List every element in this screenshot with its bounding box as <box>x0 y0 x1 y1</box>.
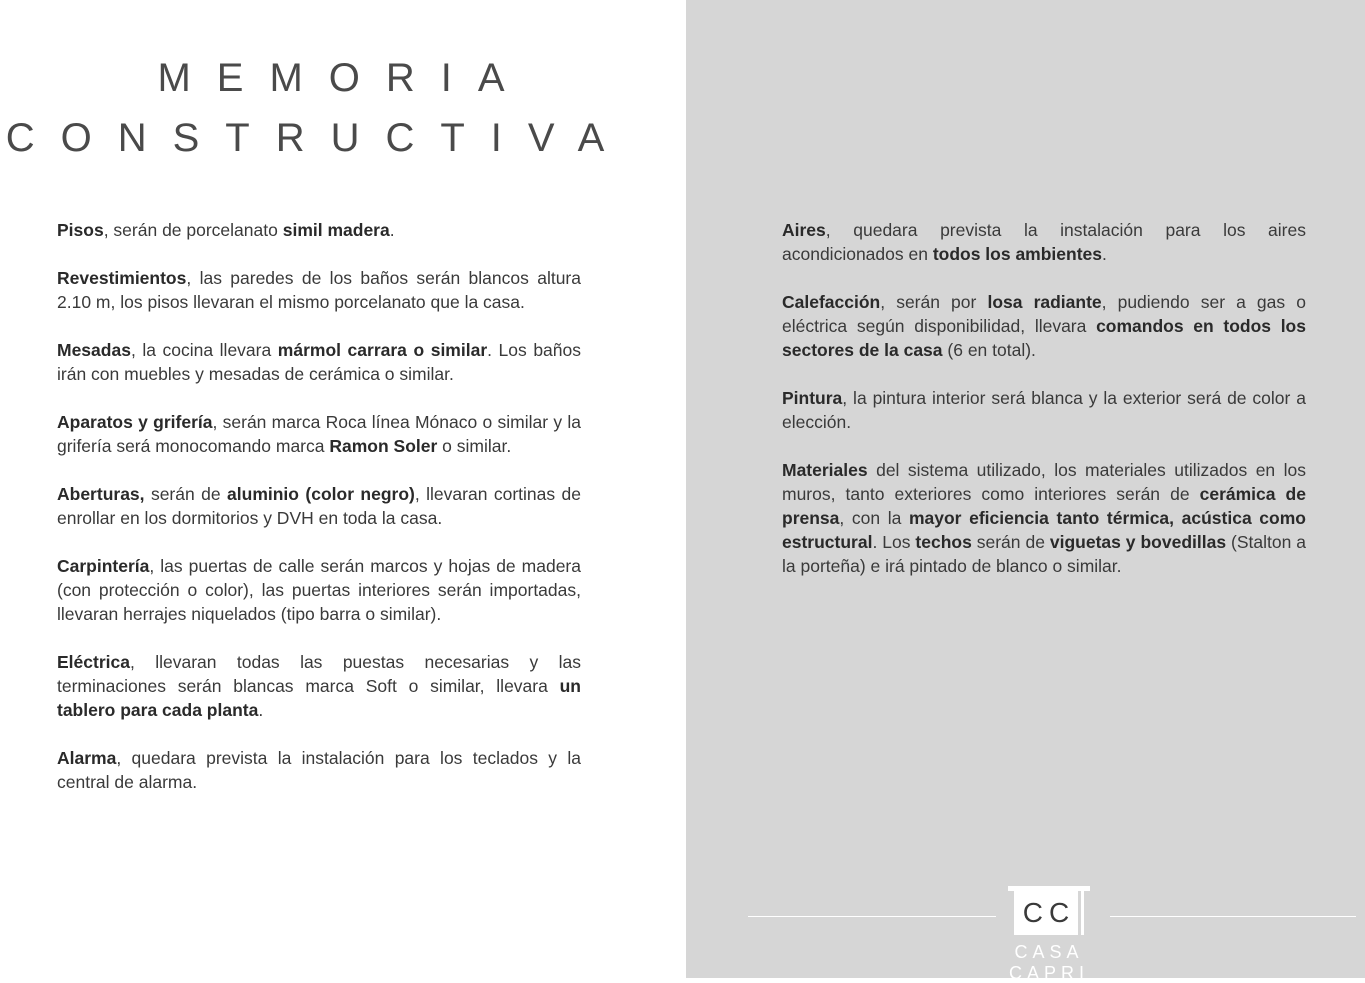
spec-paragraph <box>57 266 581 314</box>
spec-highlight: mayor eficiencia tanto térmica, acústica como estructural <box>782 508 1306 552</box>
spec-highlight: Materiales <box>782 460 868 480</box>
spec-text: , quedara prevista la instalación para los teclados y la central de alarma. <box>57 748 581 792</box>
spec-highlight: simil madera <box>282 220 390 240</box>
spec-text: . <box>1102 244 1107 264</box>
spec-text: . Los baños irán con muebles y mesadas de cerámica o similar. <box>57 340 582 384</box>
logo-word-casa: CASA <box>1014 942 1084 962</box>
spec-text: , la cocina llevara <box>130 340 278 360</box>
spec-text: , llevaran cortinas de enrollar en los dormitorios y DVH en toda la casa. <box>57 484 582 528</box>
spec-highlight: Eléctrica <box>57 652 130 672</box>
spec-text: , las puertas de calle serán marcos y hojas de madera (con protección o color), las puertas interiores serán importadas, llevaran herrajes niquelados (tipo barra o similar). <box>57 556 581 624</box>
spec-paragraph <box>782 218 1306 266</box>
divider-left <box>748 916 996 917</box>
spec-text: , la pintura interior será blanca y la exterior será de color a elección. <box>782 388 1306 432</box>
spec-text: o similar. <box>437 436 512 456</box>
spec-paragraph <box>57 482 581 530</box>
spec-text: , serán por <box>880 292 988 312</box>
spec-paragraph <box>57 338 581 386</box>
spec-text: serán de <box>971 532 1050 552</box>
spec-paragraph <box>57 554 581 626</box>
spec-paragraph <box>57 650 581 722</box>
spec-text: , pudiendo ser a gas o eléctrica según disponibilidad, llevara <box>782 292 1306 336</box>
spec-highlight: cerámica de prensa <box>782 484 1306 528</box>
logo-word-capri: CAPRI <box>1008 963 1089 983</box>
spec-paragraph <box>57 410 581 458</box>
spec-highlight: Calefacción <box>782 292 881 312</box>
logo-monogram: CC <box>1017 891 1078 935</box>
spec-text: , serán de porcelanato <box>103 220 283 240</box>
spec-highlight: Revestimientos <box>57 268 187 288</box>
spec-highlight: techos <box>915 532 972 552</box>
spec-text: (6 en total). <box>942 340 1036 360</box>
spec-paragraph <box>57 746 581 794</box>
spec-highlight: Mesadas <box>57 340 131 360</box>
right-column <box>782 218 1306 602</box>
spec-highlight: Pisos <box>57 220 104 240</box>
spec-text: , quedara prevista la instalación para los aires acondicionados en <box>782 220 1306 264</box>
spec-text: , con la <box>839 508 909 528</box>
spec-highlight: Pintura <box>782 388 843 408</box>
spec-paragraph <box>782 290 1306 362</box>
spec-text: (Stalton a la porteña) e irá pintado de blanco o similar. <box>782 532 1306 576</box>
spec-text: , serán marca Roca línea Mónaco o similar y la grifería será monocomando marca <box>57 412 581 456</box>
spec-highlight: Aberturas, <box>57 484 145 504</box>
spec-text: . <box>389 220 395 240</box>
spec-text: del sistema utilizado, los materiales utilizados en los muros, tanto exteriores como interiores serán de <box>782 460 1306 504</box>
spec-highlight: todos los ambientes <box>932 244 1103 264</box>
spec-highlight: Aires <box>782 220 826 240</box>
spec-highlight: Carpintería <box>57 556 150 576</box>
spec-text: , las paredes de los baños serán blancos altura 2.10 m, los pisos llevaran el mismo porcelanato que la casa. <box>57 268 581 312</box>
spec-highlight: Ramon Soler <box>329 436 438 456</box>
spec-highlight: aluminio (color negro) <box>227 484 415 504</box>
spec-text: , llevaran todas las puestas necesarias y las terminaciones serán blancas marca Soft o similar, llevara <box>57 652 581 696</box>
title-line-2: CONSTRUCTIVA <box>5 116 631 160</box>
left-column <box>57 218 581 818</box>
logo-frame-right <box>1081 891 1084 935</box>
casa-capri-logo <box>1008 886 1090 983</box>
spec-paragraph <box>57 218 581 242</box>
spec-highlight: un tablero para cada planta <box>57 676 581 720</box>
divider-right <box>1110 916 1356 917</box>
spec-text: serán de <box>144 484 228 504</box>
spec-text: . Los <box>872 532 916 552</box>
spec-highlight: Aparatos y grifería <box>57 412 213 432</box>
spec-paragraph <box>782 386 1306 434</box>
spec-paragraph <box>782 458 1306 578</box>
spec-highlight: comandos en todos los sectores de la casa <box>782 316 1306 360</box>
spec-highlight: Alarma <box>57 748 117 768</box>
spec-highlight: viguetas y bovedillas <box>1049 532 1227 552</box>
spec-highlight: losa radiante <box>987 292 1102 312</box>
spec-text: . <box>258 700 264 720</box>
title-line-1: MEMORIA <box>157 56 531 100</box>
spec-highlight: mármol carrara o similar <box>277 340 488 360</box>
